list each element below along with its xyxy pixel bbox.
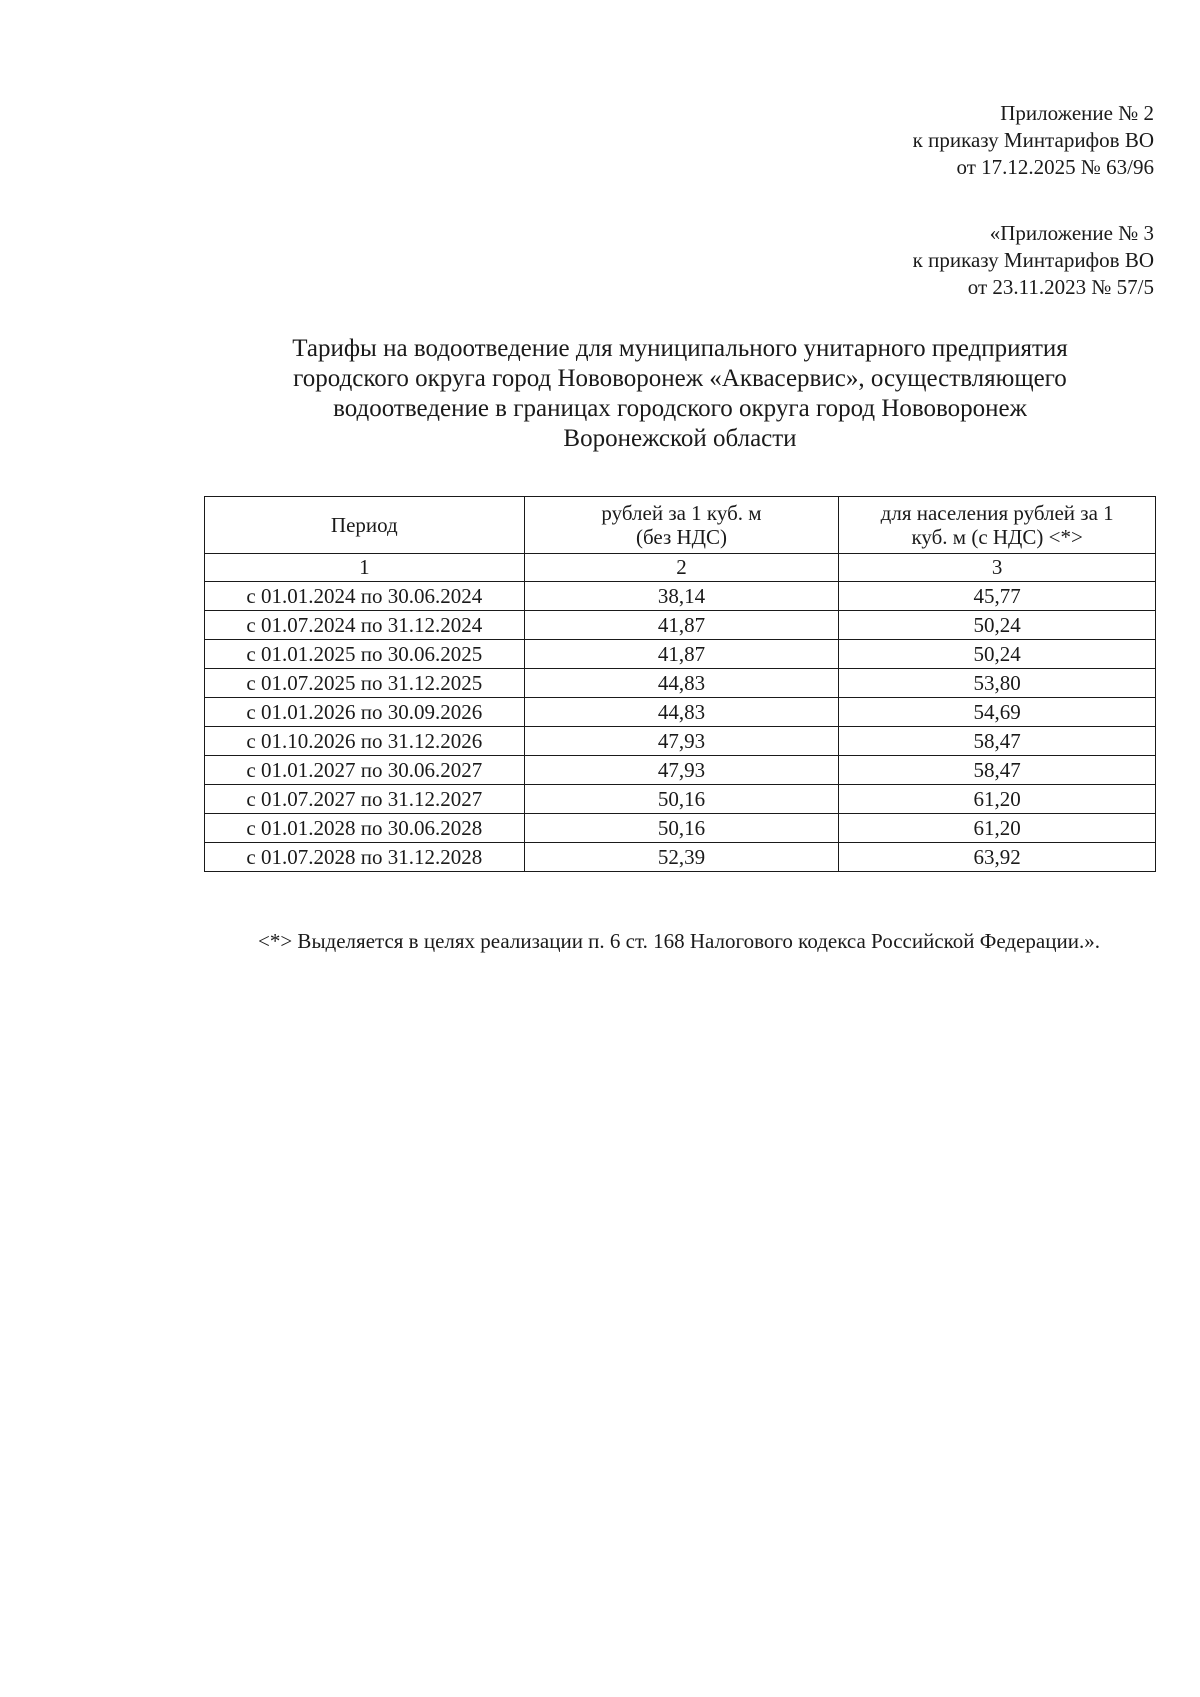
cell-with-vat: 54,69 [839, 698, 1156, 727]
attachment-header-2 [913, 220, 1154, 301]
title-line-3: водоотведение в границах городского округа город Нововоронеж [333, 395, 1027, 422]
cell-period: с 01.07.2028 по 31.12.2028 [205, 843, 525, 872]
cell-with-vat: 58,47 [839, 756, 1156, 785]
table-row [205, 640, 1156, 669]
header-no-vat-line-1: рублей за 1 куб. м [601, 501, 762, 525]
cell-no-vat: 38,14 [524, 582, 839, 611]
header-period: Период [205, 497, 525, 554]
cell-with-vat: 50,24 [839, 640, 1156, 669]
cell-with-vat: 61,20 [839, 785, 1156, 814]
cell-with-vat: 50,24 [839, 611, 1156, 640]
cell-period: с 01.01.2027 по 30.06.2027 [205, 756, 525, 785]
cell-period: с 01.07.2024 по 31.12.2024 [205, 611, 525, 640]
cell-with-vat: 61,20 [839, 814, 1156, 843]
header-with-vat-line-1: для населения рублей за 1 [880, 501, 1114, 525]
attachment-2-line-3: от 23.11.2023 № 57/5 [967, 275, 1154, 299]
tariff-table [204, 496, 1156, 872]
cell-no-vat: 41,87 [524, 640, 839, 669]
cell-period: с 01.01.2025 по 30.06.2025 [205, 640, 525, 669]
cell-period: с 01.10.2026 по 31.12.2026 [205, 727, 525, 756]
header-no-vat-line-2: (без НДС) [635, 525, 727, 549]
table-header-row [205, 497, 1156, 554]
column-number: 3 [839, 554, 1156, 582]
table-row [205, 582, 1156, 611]
document-title [200, 334, 1160, 454]
table-row [205, 727, 1156, 756]
cell-no-vat: 44,83 [524, 698, 839, 727]
cell-with-vat: 58,47 [839, 727, 1156, 756]
title-line-4: Воронежской области [563, 425, 797, 452]
cell-period: с 01.07.2027 по 31.12.2027 [205, 785, 525, 814]
column-number: 1 [205, 554, 525, 582]
cell-period: с 01.01.2024 по 30.06.2024 [205, 582, 525, 611]
cell-period: с 01.07.2025 по 31.12.2025 [205, 669, 525, 698]
cell-period: с 01.01.2028 по 30.06.2028 [205, 814, 525, 843]
cell-no-vat: 50,16 [524, 785, 839, 814]
table-row [205, 843, 1156, 872]
title-line-1: Тарифы на водоотведение для муниципального унитарного предприятия [292, 335, 1068, 362]
table-row [205, 611, 1156, 640]
cell-no-vat: 47,93 [524, 756, 839, 785]
header-no-vat [524, 497, 839, 554]
table-row [205, 698, 1156, 727]
footnote: <*> Выделяется в целях реализации п. 6 ст. 168 Налогового кодекса Российской Федерации.». [258, 929, 1100, 953]
cell-no-vat: 41,87 [524, 611, 839, 640]
cell-no-vat: 50,16 [524, 814, 839, 843]
cell-with-vat: 63,92 [839, 843, 1156, 872]
attachment-1-line-1: Приложение № 2 [1000, 101, 1154, 125]
cell-with-vat: 53,80 [839, 669, 1156, 698]
title-line-2: городского округа город Нововоронеж «Аквасервис», осуществляющего [293, 365, 1067, 392]
attachment-2-line-2: к приказу Минтарифов ВО [912, 248, 1154, 272]
attachment-1-line-2: к приказу Минтарифов ВО [912, 128, 1154, 152]
table-row [205, 669, 1156, 698]
header-with-vat [839, 497, 1156, 554]
column-number-row [205, 554, 1156, 582]
cell-no-vat: 44,83 [524, 669, 839, 698]
table-row [205, 814, 1156, 843]
header-with-vat-line-2: куб. м (с НДС) <*> [911, 525, 1083, 549]
cell-with-vat: 45,77 [839, 582, 1156, 611]
attachment-header-1 [913, 100, 1154, 181]
cell-no-vat: 47,93 [524, 727, 839, 756]
cell-no-vat: 52,39 [524, 843, 839, 872]
attachment-2-line-1: «Приложение № 3 [989, 221, 1154, 245]
table-row [205, 785, 1156, 814]
column-number: 2 [524, 554, 839, 582]
table-row [205, 756, 1156, 785]
attachment-1-line-3: от 17.12.2025 № 63/96 [956, 155, 1154, 179]
cell-period: с 01.01.2026 по 30.09.2026 [205, 698, 525, 727]
